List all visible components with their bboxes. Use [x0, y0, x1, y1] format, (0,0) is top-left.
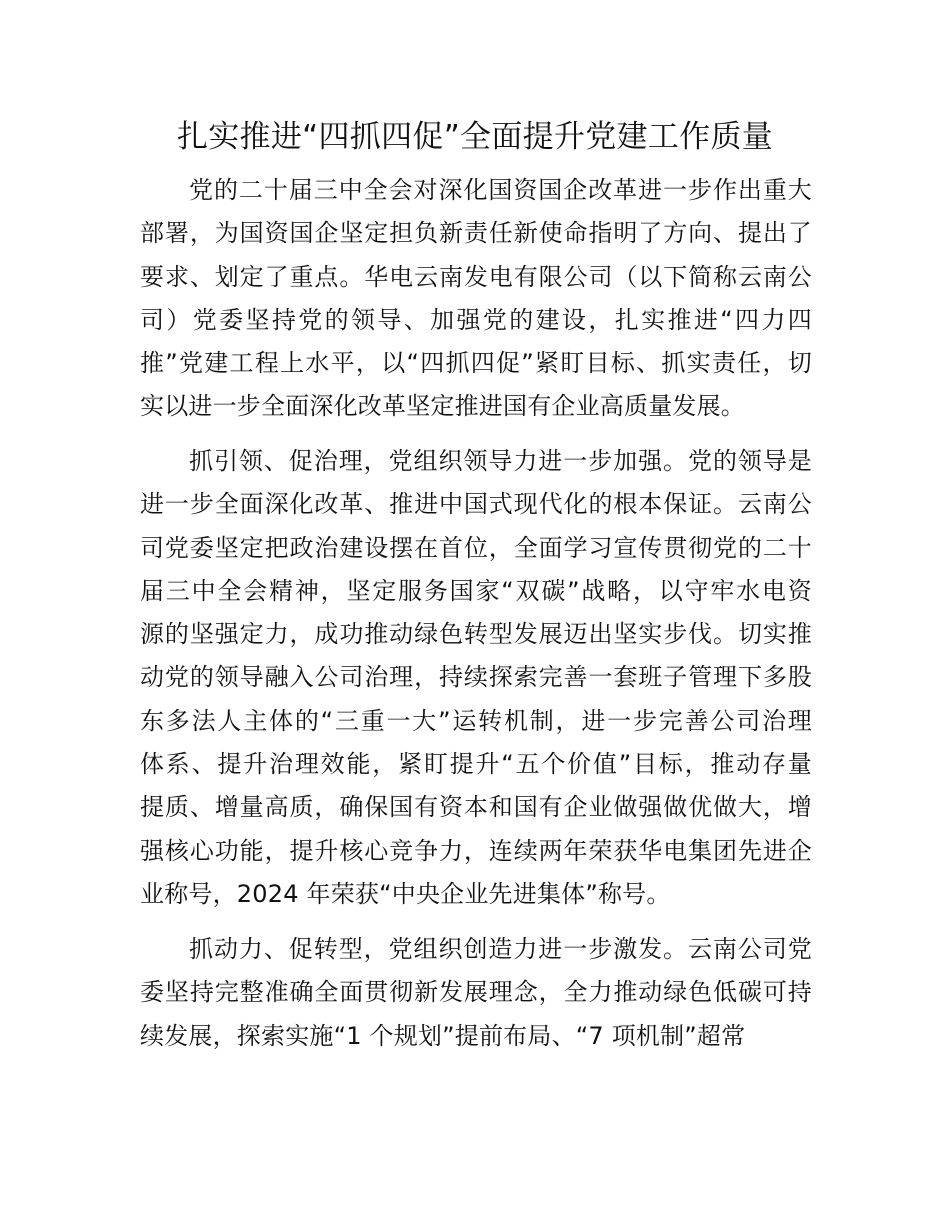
paragraph-line: 动党的领导融入公司治理，持续探索完善一套班子管理下多股	[140, 663, 812, 692]
paragraph-line: 续发展，探索实施“1 个规划”提前布局、“7 项机制”超常	[140, 1021, 746, 1050]
paragraph-2	[140, 440, 812, 916]
paragraph-line: 司党委坚定把政治建设摆在首位，全面学习宣传贯彻党的二十	[140, 533, 812, 562]
paragraph-line: 实以进一步全面深化改革坚定推进国有企业高质量发展。	[140, 392, 745, 421]
paragraph-line: 提质、增量高质，确保国有资本和国有企业做强做优做大，增	[140, 793, 812, 822]
paragraph-line: 抓引领、促治理，党组织领导力进一步加强。党的领导是	[189, 447, 812, 475]
paragraph-line: 抓动力、促转型，党组织创造力进一步激发。云南公司党	[189, 935, 812, 963]
paragraph-line: 届三中全会精神，坚定服务国家“双碳”战略，以守牢水电资	[140, 576, 812, 605]
paragraph-1	[140, 169, 812, 429]
paragraph-line: 推”党建工程上水平，以“四抓四促”紧盯目标、抓实责任，切	[140, 349, 812, 378]
paragraph-line: 业称号，2024 年荣获“中央企业先进集体”称号。	[140, 879, 671, 908]
paragraph-line: 强核心功能，提升核心竞争力，连续两年荣获华电集团先进企	[140, 836, 812, 865]
paragraph-line: 司）党委坚持党的领导、加强党的建设，扎实推进“四力四	[140, 305, 812, 334]
paragraph-line: 体系、提升治理效能，紧盯提升“五个价值”目标，推动存量	[140, 750, 812, 779]
paragraph-3	[140, 928, 812, 1058]
paragraph-line: 东多法人主体的“三重一大”运转机制，进一步完善公司治理	[140, 706, 812, 735]
paragraph-line: 党的二十届三中全会对深化国资国企改革进一步作出重大	[189, 176, 812, 204]
paragraph-line: 源的坚强定力，成功推动绿色转型发展迈出坚实步伐。切实推	[140, 620, 812, 649]
paragraph-line: 进一步全面深化改革、推进中国式现代化的根本保证。云南公	[140, 490, 812, 519]
paragraph-line: 要求、划定了重点。华电云南发电有限公司（以下简称云南公	[140, 262, 812, 291]
document-title: 扎实推进“四抓四促”全面提升党建工作质量	[176, 119, 774, 155]
paragraph-line: 委坚持完整准确全面贯彻新发展理念，全力推动绿色低碳可持	[140, 978, 812, 1007]
paragraph-line: 部署，为国资国企坚定担负新责任新使命指明了方向、提出了	[140, 219, 812, 248]
